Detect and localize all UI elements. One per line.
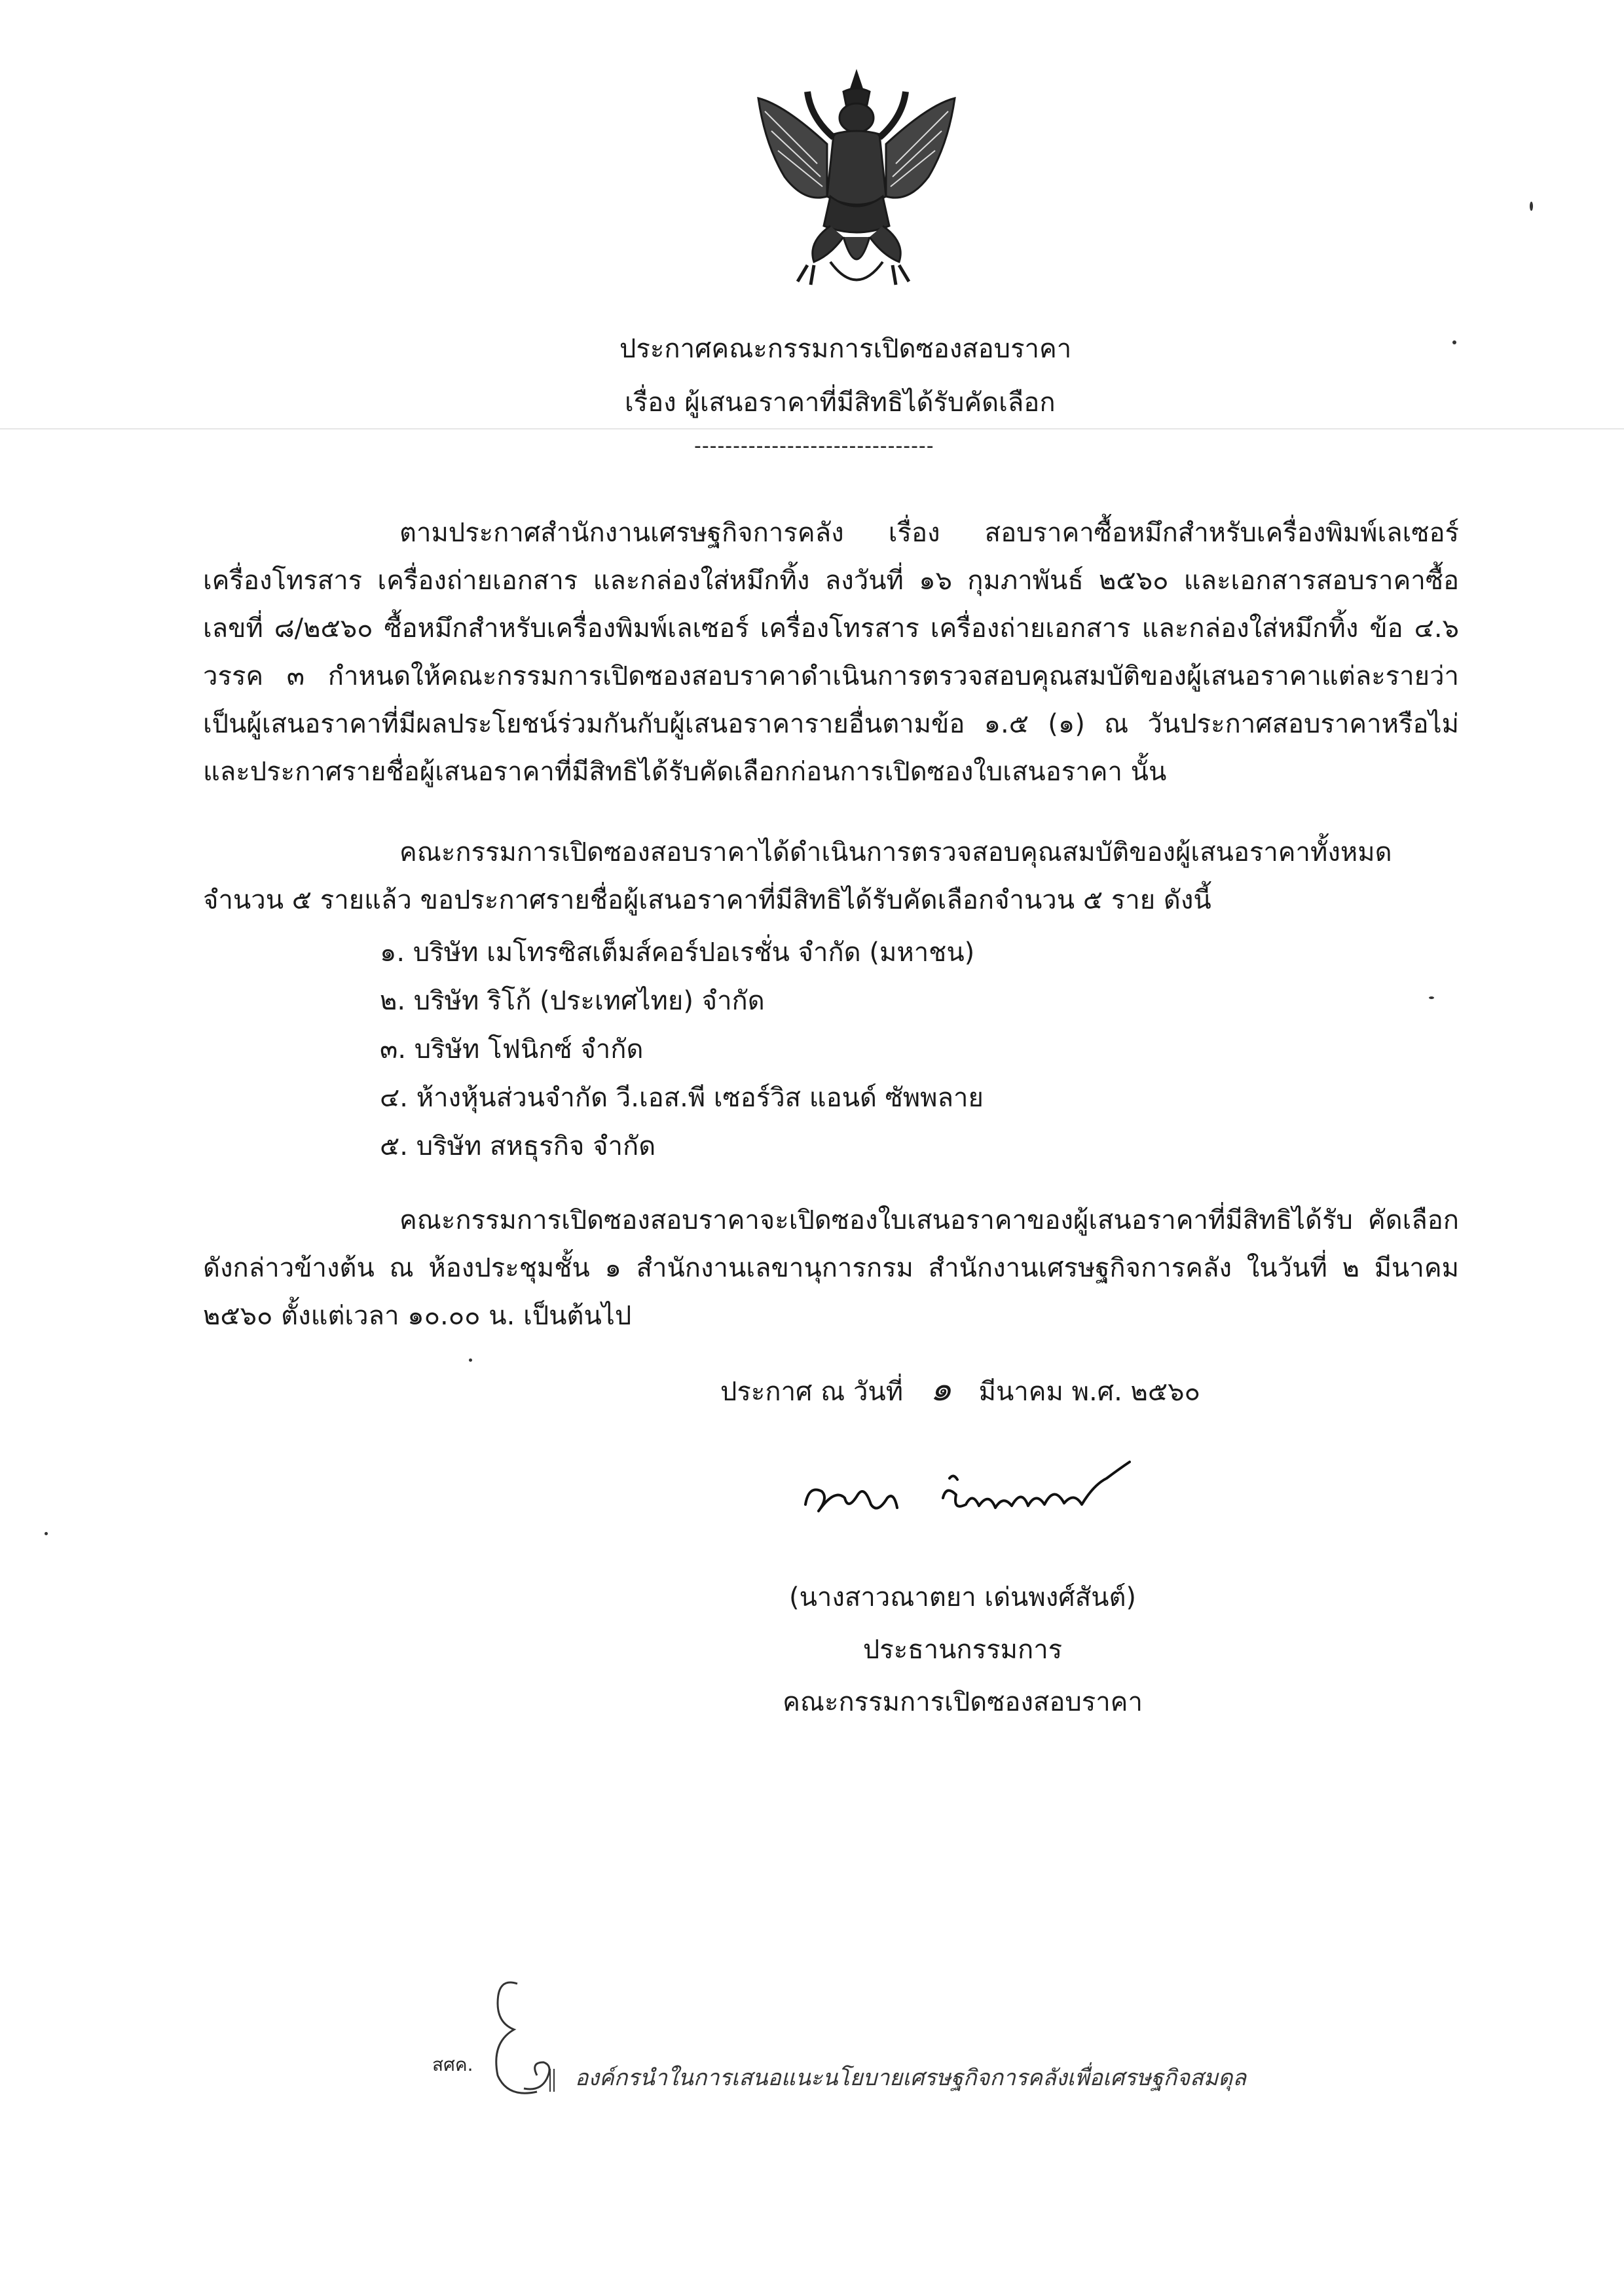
fpo-logo [432, 1971, 596, 2102]
header-separator: ------------------------------- [694, 435, 934, 458]
scan-speck [469, 1358, 472, 1362]
announcement-date-suffix: มีนาคม พ.ศ. ๒๕๖๐ [978, 1377, 1200, 1407]
announcement-date-prefix: ประกาศ ณ วันที่ [720, 1377, 904, 1407]
announcement-date [720, 1372, 1200, 1410]
fpo-tagline: องค์กรนำในการเสนอแนะนโยบายเศรษฐกิจการคลังเพื่อเศรษฐกิจสมดุล [575, 2065, 1247, 2091]
garuda-emblem-icon [745, 65, 968, 301]
handwritten-signature [799, 1459, 1139, 1531]
scan-speck [1452, 340, 1456, 344]
announcement-title: ประกาศคณะกรรมการเปิดซองสอบราคา [619, 334, 1072, 364]
announcement-day-handwritten: ๑ [930, 1370, 952, 1409]
signatory-committee: คณะกรรมการเปิดซองสอบราคา [783, 1687, 1143, 1717]
signatory-name: (นางสาวณาตยา เด่นพงศ์สันต์) [788, 1582, 1137, 1613]
scan-speck [1429, 996, 1434, 999]
body-paragraph-2: คณะกรรมการเปิดซองสอบราคาได้ดำเนินการตรวจสอบคุณสมบัติของผู้เสนอราคาทั้งหมด จำนวน ๕ รายแล้ว ขอประกาศรายชื่อผู้เสนอราคาที่มีสิทธิได้รับคัดเลือกจำนวน ๕ ราย ดังนี้ [203, 837, 1392, 915]
fpo-logo-mark-icon [432, 1971, 596, 2102]
scan-speck [45, 1532, 48, 1535]
list-item: ๒. บริษัท ริโก้ (ประเทศไทย) จำกัด [380, 986, 765, 1016]
list-item: ๓. บริษัท โฟนิกซ์ จำกัด [380, 1034, 644, 1065]
list-item: ๑. บริษัท เมโทรซิสเต็มส์คอร์ปอเรชั่น จำกัด (มหาชน) [380, 938, 975, 968]
fpo-abbreviation: สศค. [432, 2054, 473, 2075]
list-item: ๔. ห้างหุ้นส่วนจำกัด วี.เอส.พี เซอร์วิส แอนด์ ซัพพลาย [380, 1083, 984, 1113]
announcement-subject: เรื่อง ผู้เสนอราคาที่มีสิทธิได้รับคัดเลือก [625, 388, 1056, 418]
qualified-bidders-list [380, 928, 984, 1171]
scan-speck [1530, 202, 1533, 211]
body-paragraph-1: ตามประกาศสำนักงานเศรษฐกิจการคลัง เรื่อง สอบราคาซื้อหมึกสำหรับเครื่องพิมพ์เลเซอร์ เครื่องโทรสาร เครื่องถ่ายเอกสาร และกล่องใส่หมึกทิ้ง ลงวันที่ ๑๖ กุมภาพันธ์ ๒๕๖๐ และเอกสารสอบราคาซื้อ เลขที่ ๘/๒๕๖๐ ซื้อหมึกสำหรับเครื่องพิมพ์เลเซอร์ เครื่องโทรสาร เครื่องถ่ายเอกสาร และกล่องใส่หมึกทิ้ง ข้อ ๔.๖ วรรค ๓ กำหนดให้คณะกรรมการเปิดซองสอบราคาดำเนินการตรวจสอบคุณสมบัติของผู้เสนอราคาแต่ละรายว่า เป็นผู้เสนอราคาที่มีผลประโยชน์ร่วมกันกับผู้เสนอราคารายอื่นตามข้อ ๑.๕ (๑) ณ วันประกาศสอบราคาหรือไม่ และประกาศรายชื่อผู้เสนอราคาที่มีสิทธิได้รับคัดเลือกก่อนการเปิดซองใบเสนอราคา นั้น [203, 518, 1459, 787]
signature-block [760, 1571, 1166, 1728]
body-paragraph-3: คณะกรรมการเปิดซองสอบราคาจะเปิดซองใบเสนอราคาของผู้เสนอราคาที่มีสิทธิได้รับ คัดเลือกดังกล่าวข้างต้น ณ ห้องประชุมชั้น ๑ สำนักงานเลขานุการกรม สำนักงานเศรษฐกิจการคลัง ในวันที่ ๒ มีนาคม ๒๕๖๐ ตั้งแต่เวลา ๑๐.๐๐ น. เป็นต้นไป [203, 1205, 1459, 1331]
list-item: ๕. บริษัท สหธุรกิจ จำกัด [380, 1131, 656, 1161]
signatory-position: ประธานกรรมการ [862, 1635, 1063, 1665]
scan-artifact-line [0, 428, 1624, 429]
